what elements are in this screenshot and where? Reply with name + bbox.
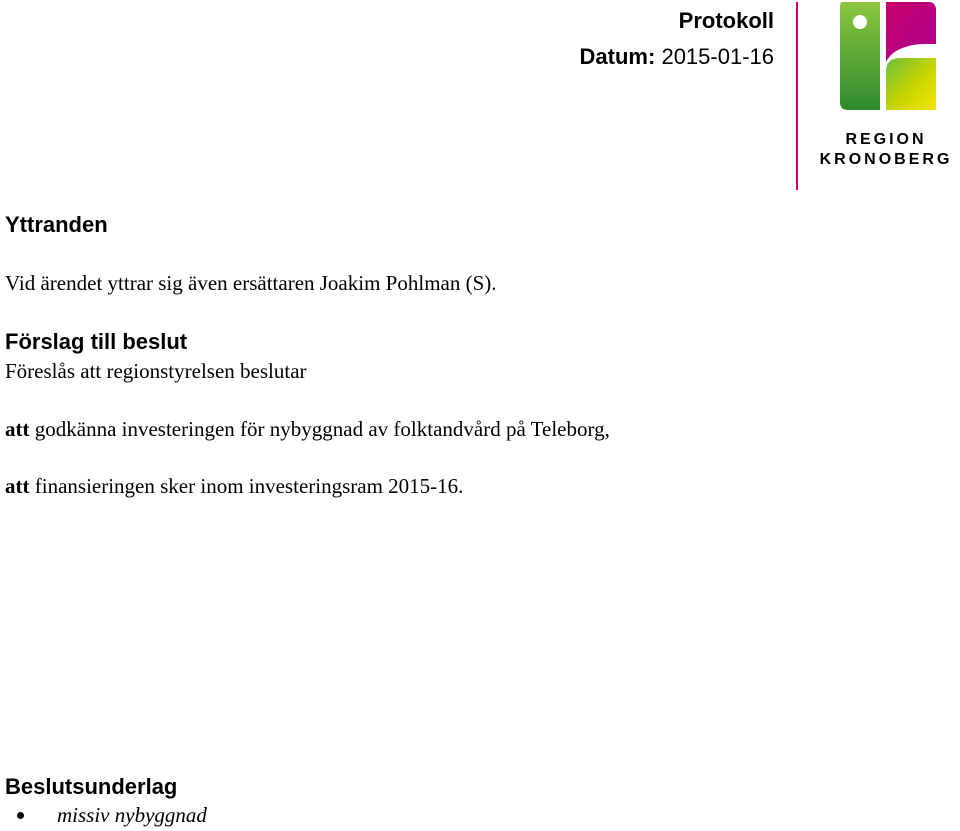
date-label: Datum:	[579, 44, 656, 69]
list-item	[0, 801, 207, 829]
forslag-intro: Föreslås att regionstyrelsen beslutar	[5, 359, 307, 383]
section-heading-beslutsunderlag: Beslutsunderlag	[5, 774, 178, 799]
logo-dot	[853, 15, 867, 29]
decision-item	[5, 473, 463, 499]
decision-item	[5, 416, 610, 442]
document-date	[580, 44, 774, 70]
document-type-title: Protokoll	[678, 8, 774, 33]
logo-text-kronoberg: KRONOBERG	[819, 151, 953, 168]
region-kronoberg-logo-icon	[838, 2, 938, 112]
bullet-icon	[17, 812, 24, 819]
list-item-text: missiv nybyggnad	[57, 803, 207, 827]
beslutsunderlag-list	[0, 801, 207, 829]
decision-text: finansieringen sker inom investeringsram 2015-16.	[29, 474, 464, 498]
decision-text: godkänna investeringen för nybyggnad av folktandvård på Teleborg,	[29, 417, 610, 441]
logo-top-right-shape	[886, 2, 936, 62]
date-value: 2015-01-16	[661, 44, 774, 69]
decision-keyword: att	[5, 474, 30, 498]
yttranden-text: Vid ärendet yttrar sig även ersättaren Joakim Pohlman (S).	[5, 271, 497, 295]
logo-text-region: REGION	[845, 131, 927, 148]
section-heading-yttranden: Yttranden	[5, 212, 108, 237]
logo-bottom-right-shape	[886, 58, 936, 110]
decision-keyword: att	[5, 417, 30, 441]
header-divider	[796, 2, 798, 190]
section-heading-forslag: Förslag till beslut	[5, 329, 188, 354]
